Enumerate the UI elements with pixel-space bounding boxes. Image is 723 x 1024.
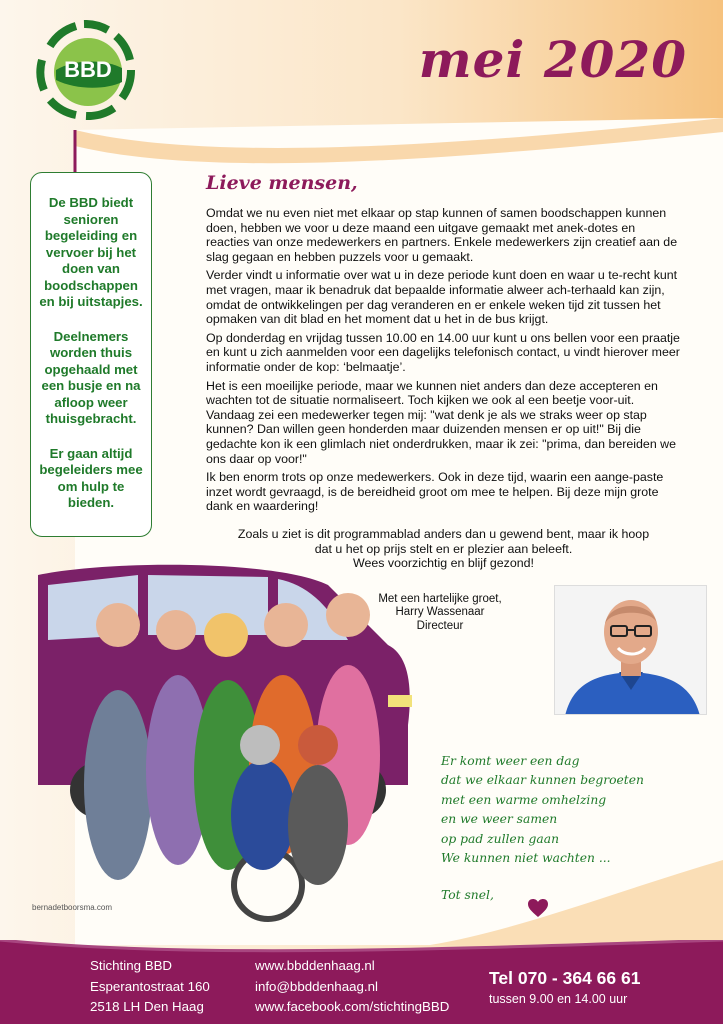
website-link[interactable]: www.bbddenhaag.nl: [255, 958, 375, 973]
facebook-link[interactable]: www.facebook.com/stichtingBBD: [255, 999, 450, 1014]
footer-hours: tussen 9.00 en 14.00 uur: [489, 992, 628, 1006]
sidebar-paragraph: Er gaan altijd begeleiders mee om hulp te bieden.: [39, 445, 143, 510]
logo-text: BBD: [64, 57, 112, 82]
letter-paragraph: Verder vindt u informatie over wat u in deze periode kunt doen en waar u te-recht kunt met vragen, maar ik benadruk dat bepaalde informatie alweer ach-terhaald kan zijn, omdat de ontwikkelingen per dag veranderen en er enkele weken tijd zit tussen het opmaken van dit blad en het moment dat u het in de bus krijgt.: [206, 268, 678, 327]
poem-line: dat we elkaar kunnen begroeten: [441, 773, 644, 788]
poem-line: We kunnen niet wachten ...: [441, 851, 611, 866]
poem-line: en we weer samen: [441, 812, 558, 827]
footer-web-links: [255, 956, 449, 1018]
letter-body: [206, 206, 681, 518]
signoff-role: Directeur: [416, 619, 464, 632]
footer-phone[interactable]: Tel 070 - 364 66 61: [489, 968, 641, 988]
poem: [441, 752, 701, 906]
closing-line: Zoals u ziet is dit programmablad anders dan u gewend bent, maar ik hoop: [237, 527, 650, 541]
signoff-greeting: Met een hartelijke groet,: [378, 593, 502, 605]
letter-paragraph: Het is een moeilijke periode, maar we kunnen niet anders dan deze accepteren en wachten tot de situatie normaliseert. Toch kijken we ook al een beetje voor-uit. Vandaag zei een medewerker tegen mij: "wat denk je als we straks weer op stap kunnen? Dan willen geen honderden maar duizenden mensen er op uit!" Bij die gedachte kon ik een glimlach niet onderdrukken, maar ik zei: "prima, dan bereiden we ons daar op voor!": [206, 378, 676, 466]
letter-paragraph: Ik ben enorm trots op onze medewerkers. Ook in deze tijd, waarin een aange-paste inzet wordt gevraagd, is de bereidheid groot om mee te helpen. Bij deze mijn grote dank en waardering!: [206, 470, 664, 514]
address-line: Esperantostraat 160: [90, 978, 210, 994]
group-van-illustration: [28, 555, 428, 925]
poem-line: met een warme omhelzing: [441, 792, 607, 807]
director-photo: [554, 585, 707, 715]
signoff-name: Harry Wassenaar: [395, 606, 485, 619]
sidebar-info-box: [30, 172, 152, 537]
address-line: 2518 LH Den Haag: [90, 999, 204, 1014]
letter-paragraph: Op donderdag en vrijdag tussen 10.00 en 14.00 uur kunt u ons bellen voor een praatje en kunt u zich aanmelden voor een dagelijks telefonisch contact, u vindt hierover meer informatie onder de kop: ‘belmaatje’.: [206, 330, 680, 374]
address-line: Stichting BBD: [90, 958, 173, 973]
sidebar-paragraph: De BBD biedt senioren begeleiding en vervoer bij het doen van boodschappen en bij uitstapjes.: [39, 195, 143, 309]
closing-line: Wees voorzichtig en blijf gezond!: [353, 556, 534, 571]
bbd-logo: [36, 20, 136, 120]
poem-line: Er komt weer een dag: [441, 754, 580, 768]
letter-greeting: Lieve mensen,: [206, 172, 358, 194]
email-link[interactable]: info@bbddenhaag.nl: [255, 978, 378, 994]
illustration-credit: bernadetboorsma.com: [32, 903, 113, 912]
poem-line: op pad zullen gaan: [441, 831, 559, 846]
poem-closing: Tot snel,: [441, 888, 494, 903]
footer-address: [90, 956, 210, 1018]
letter-paragraph: Omdat we nu even niet met elkaar op stap kunnen of samen boodschappen kunnen doen, hebben we voor u deze maand een uitgave gemaakt met anek-dotes en reacties van onze medewerkers en partners. Enkele medewerkers zijn creatief aan de slag gegaan en hebben puzzels voor u gemaakt.: [206, 206, 678, 264]
closing-line: dat u het op prijs stelt en er plezier aan beleeft.: [314, 541, 573, 556]
sidebar-paragraph: Deelnemers worden thuis opgehaald met een busje en na afloop weer thuisgebracht.: [41, 328, 141, 426]
issue-title: mei 2020: [418, 30, 687, 89]
heart-icon: [527, 898, 549, 918]
